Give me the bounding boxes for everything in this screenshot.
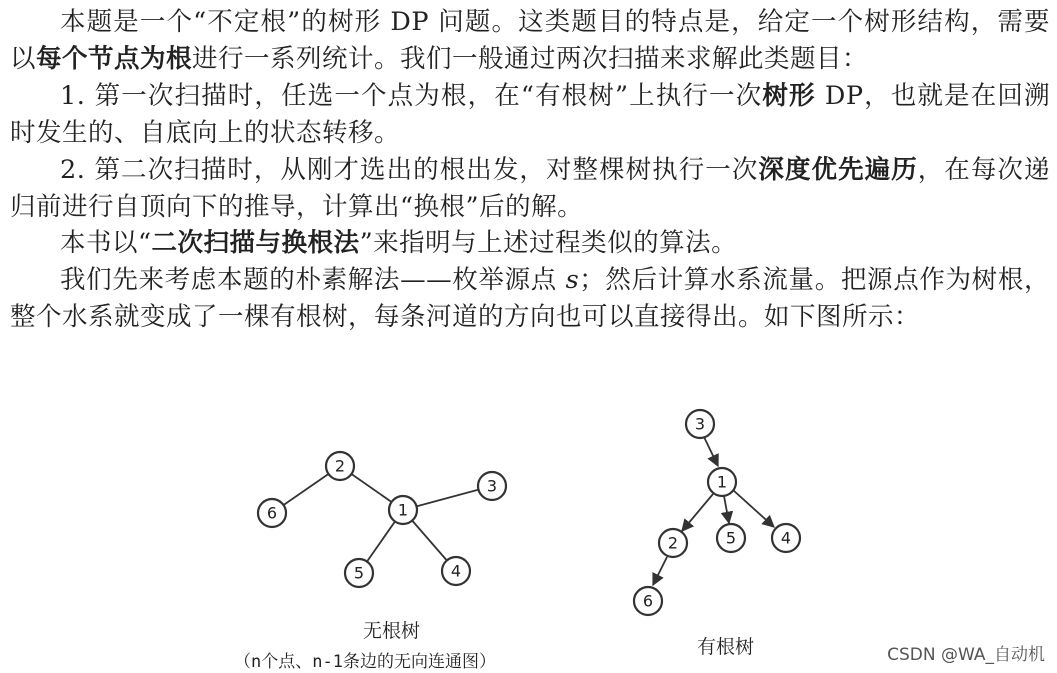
rooted-node-4 bbox=[772, 524, 800, 552]
text-run: s bbox=[565, 265, 580, 296]
svg-text:3: 3 bbox=[694, 414, 706, 434]
bold-text: 每个节点为根 bbox=[36, 43, 193, 74]
unrooted-subcaption: （n个点、n-1条边的无向连通图） bbox=[234, 652, 496, 672]
arrow-1-4 bbox=[733, 490, 774, 527]
text-run: 本书以“ bbox=[60, 228, 152, 259]
unrooted-node-6 bbox=[258, 499, 286, 527]
text-run: 我们先来考虑本题的朴素解法——枚举源点 bbox=[60, 265, 566, 296]
text-run: ，在每次递归前进行自顶向下的推导，计算出“换根”后的解。 bbox=[10, 154, 1050, 222]
rooted-caption: 有根树 bbox=[697, 636, 755, 658]
unrooted-tree bbox=[258, 452, 506, 587]
svg-text:1: 1 bbox=[716, 472, 728, 492]
unrooted-caption: 无根树 bbox=[363, 620, 421, 642]
svg-text:6: 6 bbox=[642, 591, 654, 611]
unrooted-node-1 bbox=[389, 496, 417, 524]
bold-text: 树形 bbox=[762, 80, 816, 111]
rooted-node-3 bbox=[686, 410, 714, 438]
rooted-node-5 bbox=[717, 524, 745, 552]
svg-text:2: 2 bbox=[667, 533, 679, 553]
arrow-3-1 bbox=[704, 437, 718, 466]
svg-text:6: 6 bbox=[266, 503, 278, 523]
svg-text:5: 5 bbox=[353, 563, 365, 583]
text-run: 1. 第一次扫描时，任选一个点为根，在“有根树”上执行一次 bbox=[60, 80, 763, 111]
unrooted-node-4 bbox=[442, 557, 470, 585]
unrooted-node-5 bbox=[345, 559, 373, 587]
svg-text:3: 3 bbox=[486, 476, 498, 496]
rooted-node-1 bbox=[708, 468, 736, 496]
text-run: ；然后计算水系流量。把源点作为树根，整个水系就变成了一棵有根树，每条河道的方向也可以直接得出。如下图所示： bbox=[10, 265, 1050, 333]
text-run: ”来指明与上述过程类似的算法。 bbox=[359, 228, 738, 259]
svg-text:1: 1 bbox=[397, 500, 409, 520]
rooted-tree bbox=[634, 410, 800, 615]
unrooted-node-3 bbox=[478, 472, 506, 500]
arrow-1-2 bbox=[682, 494, 713, 531]
bold-text: 深度优先遍历 bbox=[758, 154, 918, 185]
text-run: 本题是一个“不定根”的树形 DP 问题。这类题目的特点是，给定一个树形结构，需要以 bbox=[10, 7, 1050, 74]
watermark: CSDN @WA_自动机 bbox=[887, 645, 1045, 665]
arrow-1-5 bbox=[724, 496, 729, 523]
arrow-2-6 bbox=[653, 557, 667, 585]
svg-text:4: 4 bbox=[450, 561, 462, 581]
svg-text:4: 4 bbox=[780, 528, 792, 548]
text-run: DP，也就是在回溯时发生的、自底向上的状态转移。 bbox=[10, 80, 1050, 148]
text-run: 进行一系列统计。我们一般通过两次扫描来求解此类题目： bbox=[192, 43, 869, 74]
bold-text: 二次扫描与换根法 bbox=[151, 228, 360, 259]
rooted-node-2 bbox=[659, 529, 687, 557]
rooted-node-6 bbox=[634, 587, 662, 615]
unrooted-node-2 bbox=[326, 452, 354, 480]
text-run: 2. 第二次扫描时，从刚才选出的根出发，对整棵树执行一次 bbox=[60, 154, 759, 185]
svg-text:5: 5 bbox=[725, 528, 737, 548]
svg-text:2: 2 bbox=[334, 456, 346, 476]
